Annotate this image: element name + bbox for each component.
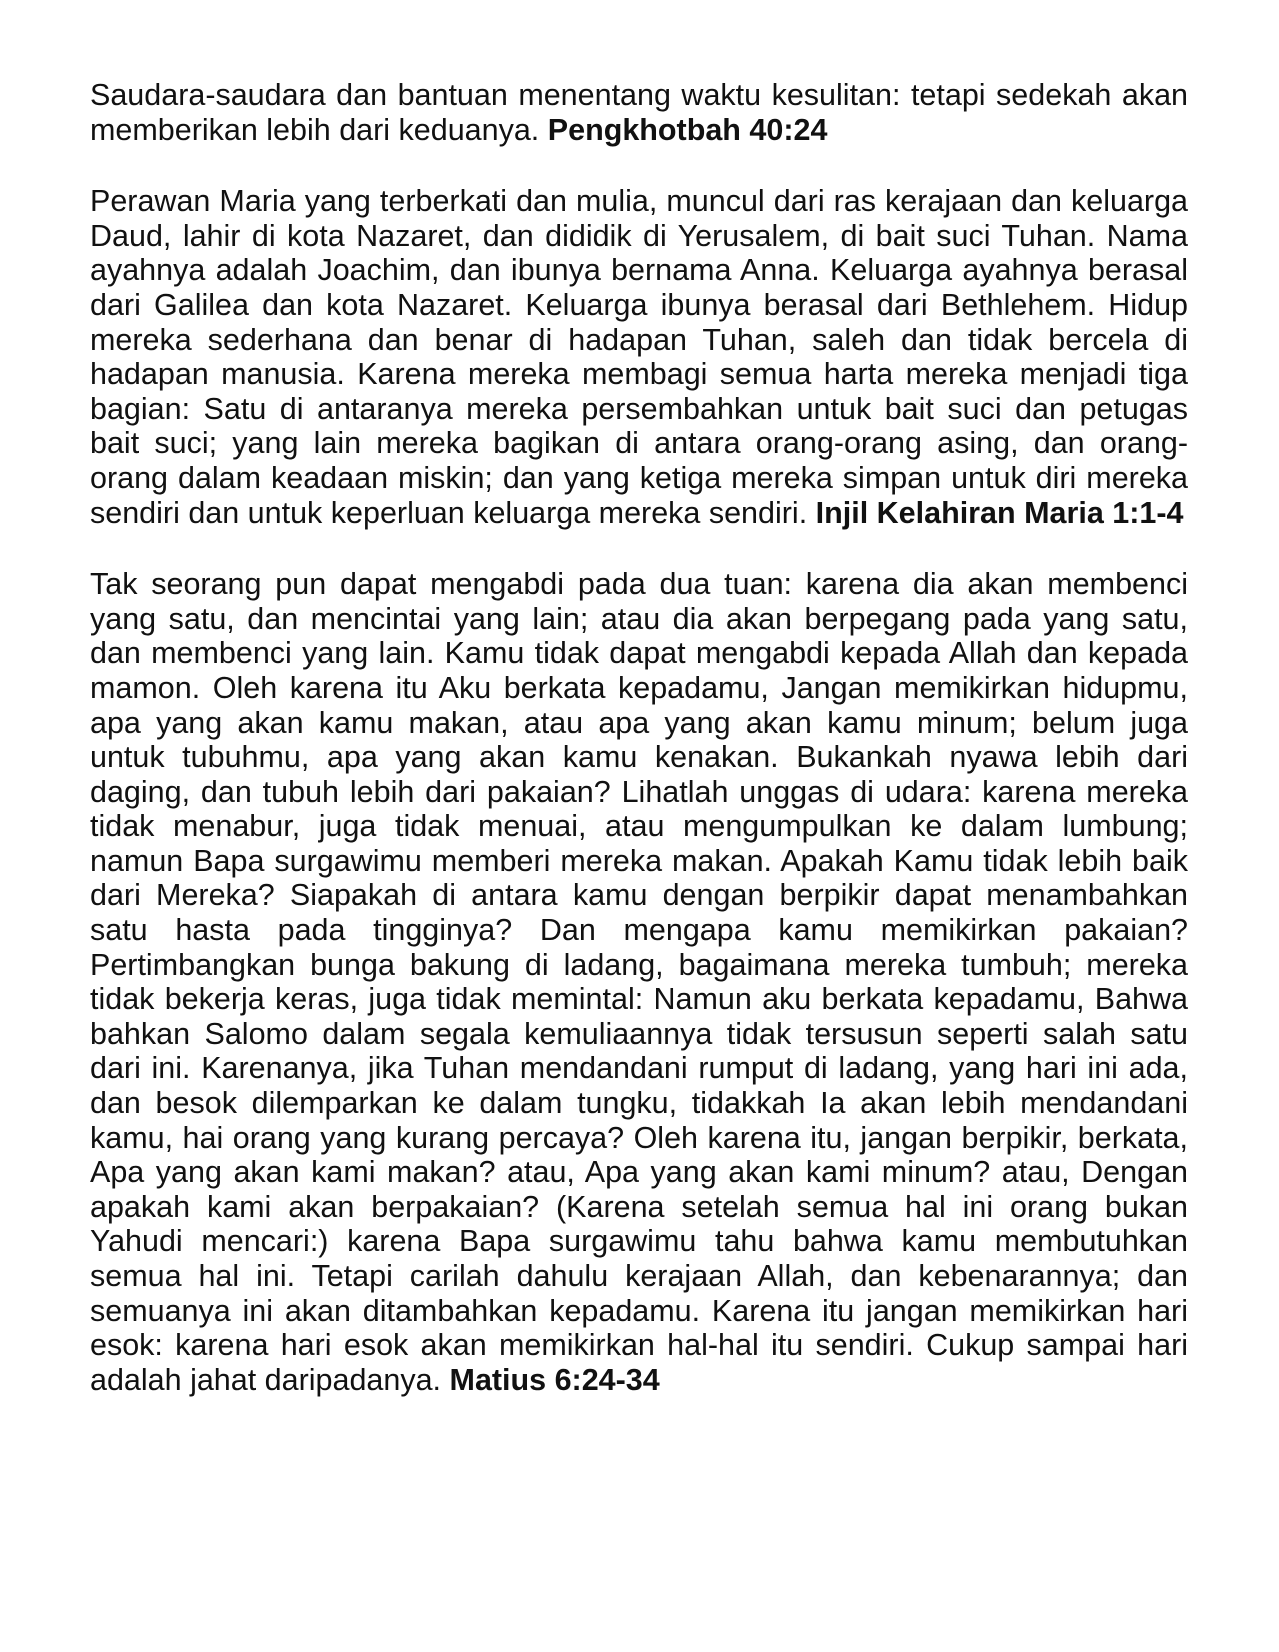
- passage-sirach: [90, 78, 1188, 147]
- scripture-reference: Matius 6:24-34: [449, 1362, 660, 1397]
- passage-text: Saudara-saudara dan bantuan menentang waktu kesulitan: tetapi sedekah akan memberikan lebih dari keduanya.: [90, 78, 1188, 147]
- passage-matthew: [90, 567, 1188, 1397]
- scripture-reference: Pengkhotbah 40:24: [547, 112, 828, 147]
- passage-text: Perawan Maria yang terberkati dan mulia, muncul dari ras kerajaan dan keluarga Daud, lahir di kota Nazaret, dan dididik di Yerusalem, di bait suci Tuhan. Nama ayahnya adalah Joachim, dan ibunya bernama Anna. Keluarga ayahnya berasal dari Galilea dan kota Nazaret. Keluarga ibunya berasal dari Bethlehem. Hidup mereka sederhana dan benar di hadapan Tuhan, saleh dan tidak bercela di hadapan manusia. Karena mereka membagi semua harta mereka menjadi tiga bagian: Satu di antaranya mereka persembahkan untuk bait suci dan petugas bait suci; yang lain mereka bagikan di antara orang-orang asing, dan orang-orang dalam keadaan miskin; dan yang ketiga mereka simpan untuk diri mereka sendiri dan untuk keperluan keluarga mereka sendiri.: [90, 184, 1188, 530]
- passage-text: Tak seorang pun dapat mengabdi pada dua tuan: karena dia akan membenci yang satu, dan mencintai yang lain; atau dia akan berpegang pada yang satu, dan membenci yang lain. Kamu tidak dapat mengabdi kepada Allah dan kepada mamon. Oleh karena itu Aku berkata kepadamu, Jangan memikirkan hidupmu, apa yang akan kamu makan, atau apa yang akan kamu minum; belum juga untuk tubuhmu, apa yang akan kamu kenakan. Bukankah nyawa lebih dari daging, dan tubuh lebih dari pakaian? Lihatlah unggas di udara: karena mereka tidak menabur, juga tidak menuai, atau mengumpulkan ke dalam lumbung; namun Bapa surgawimu memberi mereka makan. Apakah Kamu tidak lebih baik dari Mereka? Siapakah di antara kamu dengan berpikir dapat menambahkan satu hasta pada tingginya? Dan mengapa kamu memikirkan pakaian? Pertimbangkan bunga bakung di ladang, bagaimana mereka tumbuh; mereka tidak bekerja keras, juga tidak memintal: Namun aku berkata kepadamu, Bahwa bahkan Salomo dalam segala kemuliaannya tidak tersusun seperti salah satu dari ini. Karenanya, jika Tuhan mendandani rumput di ladang, yang hari ini ada, dan besok dilemparkan ke dalam tungku, tidakkah Ia akan lebih mendandani kamu, hai orang yang kurang percaya? Oleh karena itu, jangan berpikir, berkata, Apa yang akan kami makan? atau, Apa yang akan kami minum? atau, Dengan apakah kami akan berpakaian? (Karena setelah semua hal ini orang bukan Yahudi mencari:) karena Bapa surgawimu tahu bahwa kamu membutuhkan semua hal ini. Tetapi carilah dahulu kerajaan Allah, dan kebenarannya; dan semuanya ini akan ditambahkan kepadamu. Karena itu jangan memikirkan hari esok: karena hari esok akan memikirkan hal-hal itu sendiri. Cukup sampai hari adalah jahat daripadanya.: [90, 567, 1188, 1397]
- scripture-reference: Injil Kelahiran Maria 1:1-4: [815, 495, 1184, 530]
- passage-gospel-birth-of-mary: [90, 184, 1188, 530]
- document-page: [90, 78, 1188, 1397]
